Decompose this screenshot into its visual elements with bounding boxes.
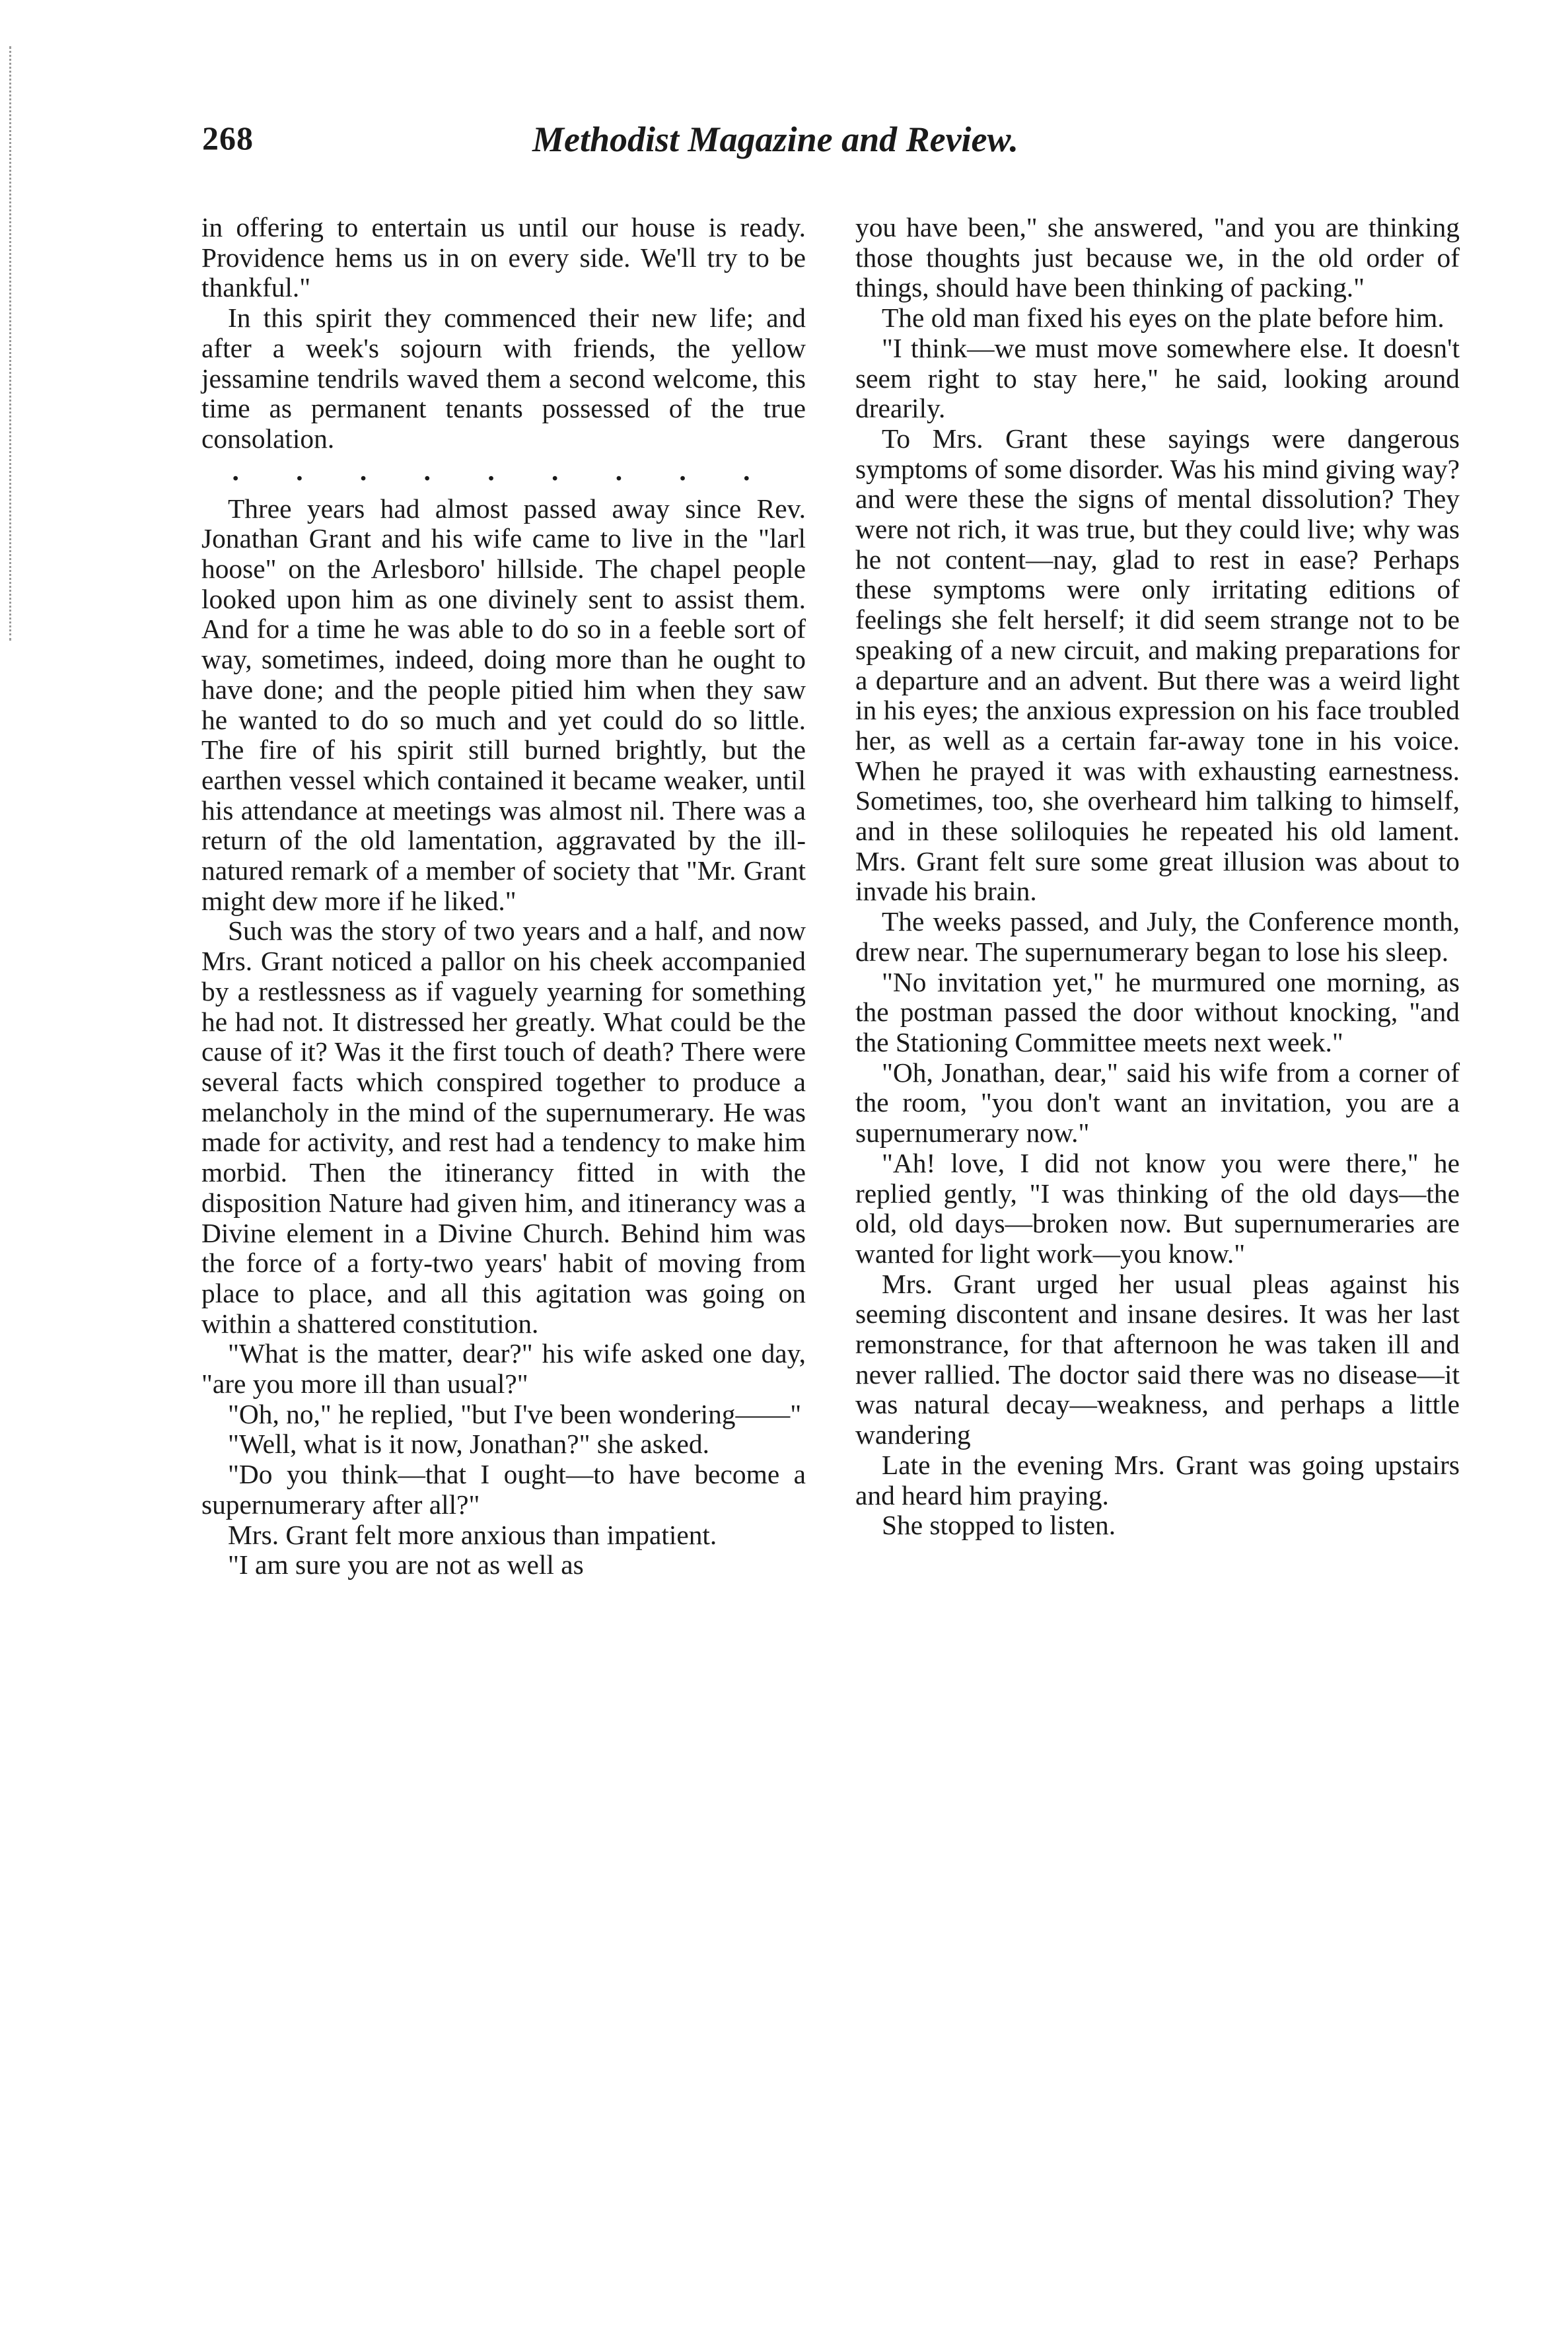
paragraph: The weeks passed, and July, the Conference month, drew near. The supernumerary began to lose his sleep.: [855, 906, 1460, 967]
left-column: [201, 213, 806, 1580]
paragraph: "I think—we must move somewhere else. It doesn't seem right to stay here," he said, looking around drearily.: [855, 332, 1460, 424]
paragraph: "Oh, no," he replied, "but I've been wondering——": [228, 1398, 802, 1429]
section-break: . . . . . . . . .: [232, 455, 775, 486]
page-number: 268: [202, 120, 254, 157]
paragraph: "Do you think—that I ought—to have become a supernumerary after all?": [201, 1459, 806, 1520]
paragraph: Mrs. Grant urged her usual pleas against his seeming discontent and insane desires. It was her last remonstrance, for that afternoon he was taken ill and never rallied. The doctor said there was no disease—it was natural decay—weakness, and perhaps a little wandering: [855, 1268, 1460, 1450]
paragraph: Three years had almost passed away since Rev. Jonathan Grant and his wife came to live in the "larl hoose" on the Arlesboro' hillside. The chapel people looked upon him as one divinely sent to assist them. And for a time he was able to do so in a feeble sort of way, sometimes, indeed, doing more than he ought to have done; and the people pitied him when they saw he wanted to do so much and yet could do so little. The fire of his spirit still burned brightly, but the earthen vessel which contained it became weaker, until his attendance at meetings was almost nil. There was a return of the old lamentation, aggravated by the ill-natured remark of a member of society that "Mr. Grant might dew more if he liked.": [201, 493, 806, 916]
paragraph: in offering to entertain us until our house is ready. Providence hems us in on every side. We'll try to be thankful.": [201, 212, 806, 303]
paragraph: "What is the matter, dear?" his wife asked one day, "are you more ill than usual?": [201, 1338, 806, 1399]
paragraph: Such was the story of two years and a half, and now Mrs. Grant noticed a pallor on his cheek accompanied by a restlessness as if vaguely yearning for something he had not. It distressed her greatly. What could be the cause of it? Was it the first touch of death? There were several facts which conspired together to produce a melancholy in the mind of the supernumerary. He was made for activity, and rest had a tendency to make him morbid. Then the itinerancy fitted in with the disposition Nature had given him, and itinerancy was a Divine element in a Divine Church. Behind him was the force of a forty-two years' habit of moving from place to place, and all this agitation was going on within a shattered constitution.: [201, 915, 806, 1339]
margin-binding-marks: [9, 46, 18, 641]
paragraph: "Oh, Jonathan, dear," said his wife from a corner of the room, "you don't want an invitation, you are a supernumerary now.": [855, 1057, 1460, 1149]
page-header: [202, 119, 1160, 178]
paragraph: "No invitation yet," he murmured one morning, as the postman passed the door without knocking, "and the Stationing Committee meets next week.": [855, 966, 1460, 1057]
paragraph: Late in the evening Mrs. Grant was going upstairs and heard him praying.: [855, 1449, 1460, 1510]
paragraph: In this spirit they commenced their new life; and after a week's sojourn with friends, the yellow jessamine tendrils waved them a second welcome, this time as permanent tenants possessed of the true consolation.: [201, 302, 806, 454]
paragraph: you have been," she answered, "and you are thinking those thoughts just because we, in the old order of things, should have been thinking of packing.": [855, 212, 1460, 303]
paragraph: Mrs. Grant felt more anxious than impatient.: [228, 1519, 717, 1550]
paragraph: "Ah! love, I did not know you were there," he replied gently, "I was thinking of the old days—the old, old days—broken now. But supernumeraries are wanted for light work—you know.": [855, 1147, 1460, 1269]
paragraph: She stopped to listen.: [882, 1510, 1116, 1541]
running-head: Methodist Magazine and Review.: [532, 120, 1019, 159]
right-column: [855, 213, 1460, 1541]
paragraph: The old man fixed his eyes on the plate before him.: [882, 302, 1444, 334]
paragraph: To Mrs. Grant these sayings were dangerous symptoms of some disorder. Was his mind giving way? and were these the signs of mental dissolution? They were not rich, it was true, but they could live; why was he not content—nay, glad to rest in ease? Perhaps these symptoms were only irritating editions of feelings she felt herself; it did seem strange not to be speaking of a new circuit, and making preparations for a departure and an advent. But there was a weird light in his eyes; the anxious expression on his face troubled her, as well as a certain far-away tone in his voice. When he prayed it was with exhausting earnestness. Sometimes, too, she overheard him talking to himself, and in these soliloquies he repeated his old lament. Mrs. Grant felt sure some great illusion was about to invade his brain.: [855, 423, 1460, 907]
paragraph: "Well, what is it now, Jonathan?" she asked.: [228, 1429, 709, 1460]
paragraph: "I am sure you are not as well as: [228, 1549, 584, 1580]
